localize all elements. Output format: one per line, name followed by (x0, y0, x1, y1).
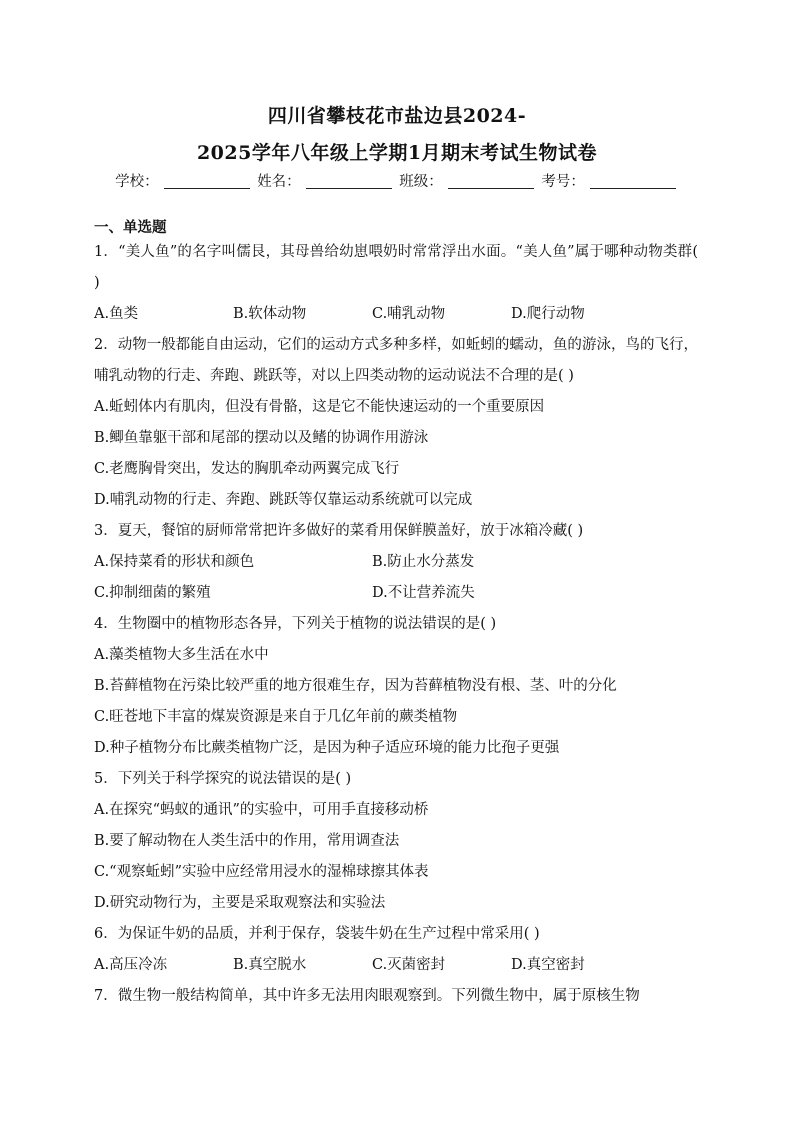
question-3-option-d: D.不让营养流失 (372, 585, 475, 601)
exam-no-blank (590, 172, 676, 189)
question-5-option-a: A.在探究“蚂蚁的通讯”的实验中，可用手直接移动桥 (94, 802, 429, 818)
question-2-option-c: C.老鹰胸骨突出，发达的胸肌牵动两翼完成飞行 (94, 461, 400, 477)
school-blank (164, 172, 250, 189)
question-2-stem: 2．动物一般都能自由运动，它们的运动方式多种多样，如蚯蚓的蠕动，鱼的游泳，鸟的飞行，哺乳动物的行走、奔跑、跳跃等，对以上四类动物的运动说法不合理的是( ) (94, 337, 698, 384)
question-6-stem: 6．为保证牛奶的品质，并利于保存，袋装牛奶在生产过程中常采用( ) (94, 926, 540, 942)
question-6-option-c: C.灭菌密封 (372, 957, 446, 973)
question-7-stem: 7．微生物一般结构简单，其中许多无法用肉眼观察到。下列微生物中，属于原核生物 (94, 988, 640, 1004)
question-3-options-row2 (94, 578, 698, 609)
question-2-option-a: A.蚯蚓体内有肌肉，但没有骨骼，这是它不能快速运动的一个重要原因 (94, 399, 545, 415)
question-6-option-a: A.高压冷冻 (94, 957, 168, 973)
question-2-option-b: B.鲫鱼靠躯干部和尾部的摆动以及鳍的协调作用游泳 (94, 430, 429, 446)
question-4-option-b: B.苔藓植物在污染比较严重的地方很难生存，因为苔藓植物没有根、茎、叶的分化 (94, 678, 617, 694)
class-label: 班级： (399, 174, 443, 190)
question-5-option-c: C.“观察蚯蚓”实验中应经常用浸水的湿棉球擦其体表 (94, 864, 429, 880)
class-blank (448, 172, 534, 189)
questions-list (94, 237, 698, 1012)
question-4-option-c: C.旺苍地下丰富的煤炭资源是来自于几亿年前的蕨类植物 (94, 709, 458, 725)
exam-title-line1: 四川省攀枝花市盐边县2024- (267, 105, 527, 127)
question-3-option-b: B.防止水分蒸发 (372, 554, 475, 570)
question-1-option-a: A.鱼类 (94, 306, 139, 322)
question-6-options (94, 950, 698, 981)
student-info-row (0, 170, 794, 191)
question-3-stem: 3．夏天，餐馆的厨师常常把许多做好的菜肴用保鲜膜盖好，放于冰箱冷藏( ) (94, 523, 584, 539)
question-4-option-a: A.藻类植物大多生活在水中 (94, 647, 269, 663)
exam-no-label: 考号： (541, 174, 585, 190)
question-1-options (94, 299, 698, 330)
question-6-option-b: B.真空脱水 (233, 957, 307, 973)
question-5-option-b: B.要了解动物在人类生活中的作用，常用调查法 (94, 833, 400, 849)
question-1-stem: 1．“美人鱼”的名字叫儒艮，其母兽给幼崽喂奶时常常浮出水面。“美人鱼”属于哪种动物类群( ) (94, 244, 698, 291)
question-5-option-d: D.研究动物行为，主要是采取观察法和实验法 (94, 895, 386, 911)
question-4-option-d: D.种子植物分布比蕨类植物广泛，是因为种子适应环境的能力比孢子更强 (94, 740, 560, 756)
exam-title-line2: 2025学年八年级上学期1月期末考试生物试卷 (196, 142, 598, 164)
question-2-option-d: D.哺乳动物的行走、奔跑、跳跃等仅靠运动系统就可以完成 (94, 492, 473, 508)
question-3-option-a: A.保持菜肴的形状和颜色 (94, 554, 255, 570)
question-4-stem: 4．生物圈中的植物形态各异，下列关于植物的说法错误的是( ) (94, 616, 497, 632)
question-5-stem: 5．下列关于科学探究的说法错误的是( ) (94, 771, 352, 787)
school-label: 学校： (115, 174, 159, 190)
question-1-option-d: D.爬行动物 (511, 306, 585, 322)
question-3-options-row1 (94, 547, 698, 578)
section-title: 一、单选题 (94, 219, 167, 236)
question-3-option-c: C.抑制细菌的繁殖 (94, 585, 211, 601)
name-label: 姓名： (257, 174, 301, 190)
question-1-option-b: B.软体动物 (233, 306, 307, 322)
question-6-option-d: D.真空密封 (511, 957, 585, 973)
name-blank (306, 172, 392, 189)
question-1-option-c: C.哺乳动物 (372, 306, 446, 322)
